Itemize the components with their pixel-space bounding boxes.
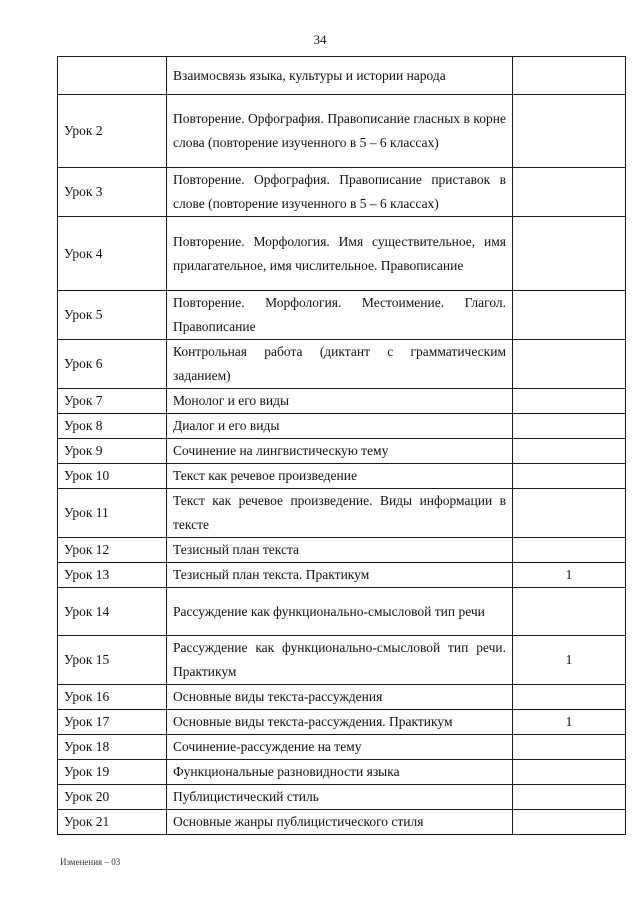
table-row: [58, 340, 626, 389]
lesson-topic: Сочинение на лингвистическую тему: [167, 439, 513, 464]
lesson-hours: [513, 291, 626, 340]
lesson-number: Урок 20: [58, 785, 167, 810]
table-row: [58, 710, 626, 735]
table-row: [58, 735, 626, 760]
lesson-hours: [513, 389, 626, 414]
lesson-plan-table: [57, 56, 626, 835]
table-row: [58, 95, 626, 168]
table-row: [58, 588, 626, 636]
lesson-topic: Тезисный план текста. Практикум: [167, 563, 513, 588]
table-row: [58, 217, 626, 291]
lesson-hours: 1: [513, 563, 626, 588]
lesson-topic: Основные виды текста-рассуждения. Практикум: [167, 710, 513, 735]
lesson-number: [58, 57, 167, 95]
lesson-number: Урок 14: [58, 588, 167, 636]
lesson-topic: Публицистический стиль: [167, 785, 513, 810]
lesson-number: Урок 17: [58, 710, 167, 735]
table-row: [58, 563, 626, 588]
lesson-topic: Контрольная работа (диктант с грамматическим заданием): [167, 340, 513, 389]
lesson-hours: 1: [513, 636, 626, 685]
lesson-topic: Повторение. Морфология. Имя существительное, имя прилагательное, имя числительное. Правописание: [167, 217, 513, 291]
lesson-hours: [513, 464, 626, 489]
lesson-number: Урок 11: [58, 489, 167, 538]
lesson-number: Урок 7: [58, 389, 167, 414]
table-row: [58, 636, 626, 685]
lesson-topic: Диалог и его виды: [167, 414, 513, 439]
lesson-number: Урок 6: [58, 340, 167, 389]
lesson-topic: Основные жанры публицистического стиля: [167, 810, 513, 835]
lesson-number: Урок 2: [58, 95, 167, 168]
page-number: 34: [313, 32, 327, 47]
lesson-hours: [513, 439, 626, 464]
lesson-topic: Основные виды текста-рассуждения: [167, 685, 513, 710]
lesson-topic: Рассуждение как функционально-смысловой тип речи: [167, 588, 513, 636]
lesson-number: Урок 19: [58, 760, 167, 785]
lesson-hours: [513, 588, 626, 636]
lesson-topic: Повторение. Орфография. Правописание приставок в слове (повторение изученного в 5 – 6 классах): [167, 168, 513, 217]
lesson-number: Урок 18: [58, 735, 167, 760]
table-row: [58, 685, 626, 710]
lesson-topic: Функциональные разновидности языка: [167, 760, 513, 785]
table-row: [58, 464, 626, 489]
lesson-topic: Повторение. Морфология. Местоимение. Глагол. Правописание: [167, 291, 513, 340]
table-row: [58, 489, 626, 538]
lesson-topic: Тезисный план текста: [167, 538, 513, 563]
table-row: [58, 439, 626, 464]
table-row: [58, 57, 626, 95]
table-row: [58, 538, 626, 563]
lesson-hours: [513, 340, 626, 389]
lesson-topic: Взаимосвязь языка, культуры и истории народа: [167, 57, 513, 95]
lesson-hours: [513, 217, 626, 291]
lesson-topic: Повторение. Орфография. Правописание гласных в корне слова (повторение изученного в 5 – 6 классах): [167, 95, 513, 168]
lesson-hours: [513, 538, 626, 563]
lesson-number: Урок 5: [58, 291, 167, 340]
lesson-number: Урок 4: [58, 217, 167, 291]
lesson-hours: 1: [513, 710, 626, 735]
lesson-hours: [513, 760, 626, 785]
table-row: [58, 810, 626, 835]
table-row: [58, 168, 626, 217]
lesson-hours: [513, 168, 626, 217]
lesson-topic: Текст как речевое произведение: [167, 464, 513, 489]
lesson-number: Урок 9: [58, 439, 167, 464]
lesson-hours: [513, 810, 626, 835]
lesson-topic: Текст как речевое произведение. Виды информации в тексте: [167, 489, 513, 538]
lesson-number: Урок 16: [58, 685, 167, 710]
lesson-number: Урок 12: [58, 538, 167, 563]
lesson-hours: [513, 735, 626, 760]
footer-revision-note: Изменения – 03: [60, 857, 121, 867]
lesson-hours: [513, 489, 626, 538]
lesson-number: Урок 21: [58, 810, 167, 835]
table-row: [58, 760, 626, 785]
lesson-topic: Сочинение-рассуждение на тему: [167, 735, 513, 760]
lesson-number: Урок 8: [58, 414, 167, 439]
lesson-topic: Рассуждение как функционально-смысловой тип речи. Практикум: [167, 636, 513, 685]
lesson-number: Урок 10: [58, 464, 167, 489]
table-row: [58, 291, 626, 340]
lesson-number: Урок 15: [58, 636, 167, 685]
lesson-number: Урок 3: [58, 168, 167, 217]
lesson-hours: [513, 414, 626, 439]
lesson-hours: [513, 685, 626, 710]
lesson-hours: [513, 95, 626, 168]
lesson-number: Урок 13: [58, 563, 167, 588]
table-row: [58, 785, 626, 810]
lesson-hours: [513, 57, 626, 95]
table-row: [58, 389, 626, 414]
lesson-topic: Монолог и его виды: [167, 389, 513, 414]
lesson-hours: [513, 785, 626, 810]
table-row: [58, 414, 626, 439]
